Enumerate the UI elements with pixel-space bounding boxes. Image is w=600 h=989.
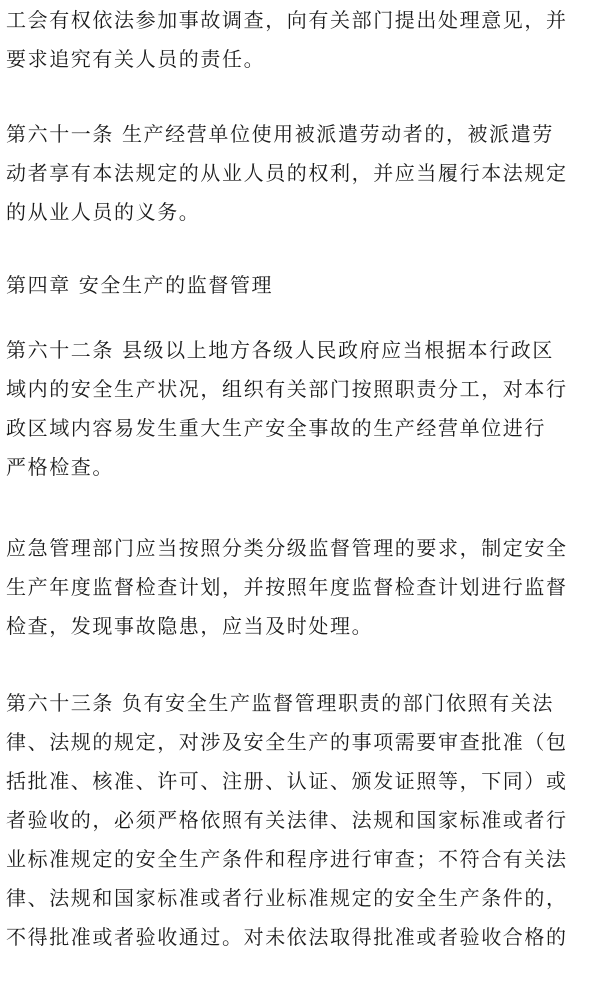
text-line: 业标准规定的安全生产条件和程序进行审查；不符合有关法 <box>6 847 568 871</box>
text-line: 的从业人员的义务。 <box>6 200 201 224</box>
text-line: 不得批准或者验收通过。对未依法取得批准或者验收合格的 <box>6 925 568 949</box>
text-line: 动者享有本法规定的从业人员的权利，并应当履行本法规定 <box>6 161 568 185</box>
text-line: 应急管理部门应当按照分类分级监督管理的要求，制定安全 <box>6 536 568 560</box>
text-line: 要求追究有关人员的责任。 <box>6 47 266 71</box>
paragraph-article-61 <box>6 115 594 232</box>
text-line: 第六十三条 负有安全生产监督管理职责的部门依照有关法 <box>6 691 554 715</box>
chapter-heading <box>6 266 594 305</box>
text-line: 工会有权依法参加事故调查，向有关部门提出处理意见，并 <box>6 8 568 32</box>
text-line: 括批准、核准、许可、注册、认证、颁发证照等，下同）或 <box>6 769 568 793</box>
chapter-title: 第四章 安全生产的监督管理 <box>6 273 274 297</box>
text-line: 律、法规和国家标准或者行业标准规定的安全生产条件的， <box>6 886 568 910</box>
paragraph-article-62 <box>6 331 594 487</box>
text-line: 严格检查。 <box>6 455 114 479</box>
paragraph-union-investigation <box>6 1 594 79</box>
paragraph-emergency-management <box>6 529 594 646</box>
paragraph-article-63 <box>6 684 594 957</box>
text-line: 生产年度监督检查计划，并按照年度监督检查计划进行监督 <box>6 575 568 599</box>
text-line: 第六十二条 县级以上地方各级人民政府应当根据本行政区 <box>6 338 554 362</box>
text-line: 律、法规的规定，对涉及安全生产的事项需要审查批准（包 <box>6 730 568 754</box>
text-line: 检查，发现事故隐患，应当及时处理。 <box>6 614 374 638</box>
text-line: 政区域内容易发生重大生产安全事故的生产经营单位进行 <box>6 416 546 440</box>
text-line: 者验收的，必须严格依照有关法律、法规和国家标准或者行 <box>6 808 568 832</box>
text-line: 域内的安全生产状况，组织有关部门按照职责分工，对本行 <box>6 377 568 401</box>
text-line: 第六十一条 生产经营单位使用被派遣劳动者的，被派遣劳 <box>6 122 554 146</box>
